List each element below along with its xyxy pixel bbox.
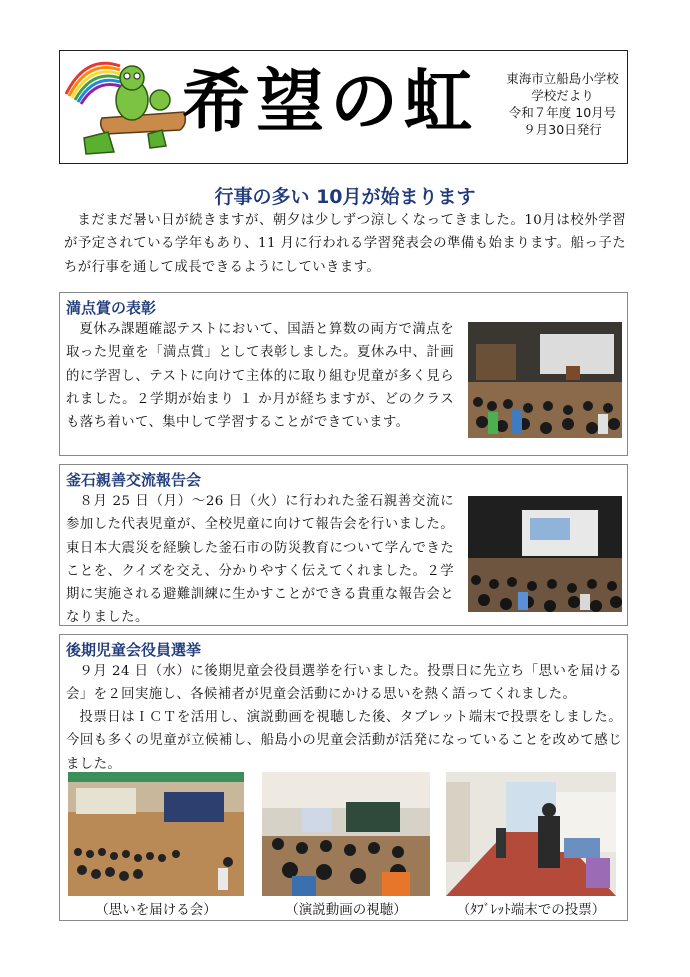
newsletter-label: 学校だより bbox=[531, 88, 594, 103]
report-meeting-photo bbox=[468, 496, 622, 612]
issue-date: ９月30日発行 bbox=[523, 122, 602, 137]
intro-text: まだまだ暑い日が続きますが、朝夕は少しずつ涼しくなってきました。10月は校外学習が予定されている学年もあり、11 月に行われる学習発表会の準備も始まります。船っ子たちが行事を通して成長できるようにしていきます。 bbox=[64, 213, 626, 275]
gymnasium-assembly-photo bbox=[68, 772, 244, 896]
photo-caption: （演説動画の視聴） bbox=[285, 902, 407, 918]
school-name: 東海市立船島小学校 bbox=[506, 71, 619, 86]
section-heading: 満点賞の表彰 bbox=[66, 299, 157, 317]
issue-number: 令和７年度 10月号 bbox=[508, 105, 617, 120]
newsletter-title: 希望の虹 bbox=[182, 63, 479, 142]
section-text: ８月 25 日（月）～26 日（火）に行われた釜石親善交流に参加した代表児童が、全校児童に向けて報告会を行いました。東日本大震災を経験した釜石市の防災教育について学んできたことを、クイズを交え、分かりやすく伝えてくれました。２学期に実施される避難訓練に生かすことができる貴重な報告会となりました。 bbox=[66, 494, 454, 626]
section-text: 投票日はＩＣＴを活用し、演説動画を視聴した後、タブレット端末で投票をしました。今回も多くの児童が立候補し、船島小の児童会活動が活発になっていることを改めて感じました。 bbox=[66, 710, 622, 772]
classroom-video-photo bbox=[262, 772, 430, 896]
section-text: 夏休み課題確認テストにおいて、国語と算数の両方で満点を取った児童を「満点賞」として表彰しました。夏休み中、計画的に学習し、テストに向けて主体的に取り組む児童が多く見られました。２学期が始まり １ か月が経ちますが、どのクラスも落ち着いて、集中して学習することができています。 bbox=[66, 322, 454, 431]
issue-info bbox=[500, 70, 625, 138]
rainbow-mascot-logo bbox=[62, 56, 188, 156]
award-ceremony-photo bbox=[468, 322, 622, 438]
photo-caption: （思いを届ける会） bbox=[95, 902, 217, 918]
section-text: ９月 24 日（水）に後期児童会役員選挙を行いました。投票日に先立ち「思いを届ける会」を２回実施し、各候補者が児童会活動にかける思いを熱く語ってくれました。 bbox=[66, 664, 622, 703]
hallway-tablet-voting-photo bbox=[446, 772, 616, 896]
photo-caption: （ﾀﾌﾞﾚｯﾄ端末での投票） bbox=[456, 902, 606, 918]
section-heading: 釜石親善交流報告会 bbox=[66, 471, 202, 489]
intro-headline: 行事の多い 10月が始まります bbox=[214, 186, 476, 208]
section-heading: 後期児童会役員選挙 bbox=[66, 641, 202, 659]
